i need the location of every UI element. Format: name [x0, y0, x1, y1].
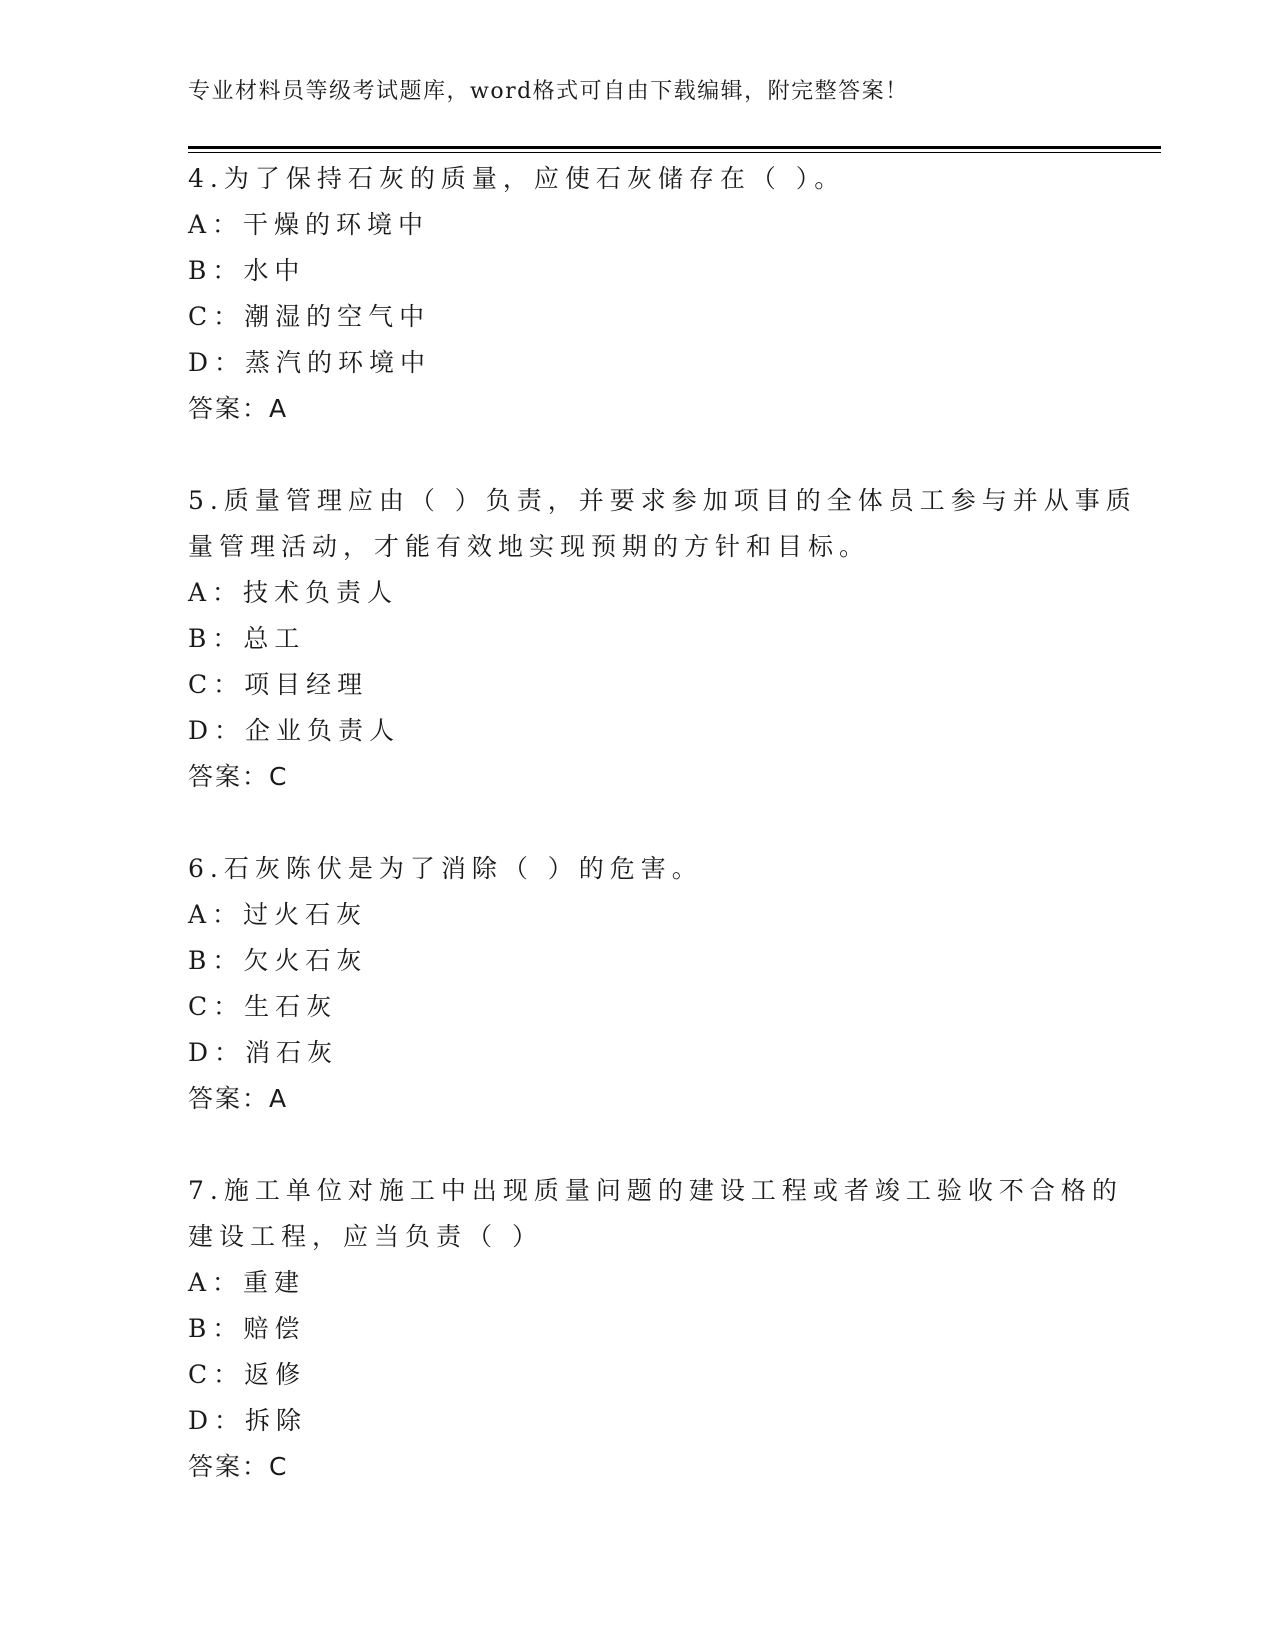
question-6 [188, 846, 1088, 1122]
option-b: B：赔偿 [188, 1314, 306, 1343]
option-b: B：总工 [188, 624, 306, 653]
question-stem [188, 1168, 1123, 1260]
document-header: 专业材料员等级考试题库，word格式可自由下载编辑，附完整答案！ [188, 79, 909, 104]
question-stem [188, 156, 1088, 202]
option-d: D：企业负责人 [188, 716, 401, 745]
spacer [188, 800, 1088, 846]
option-b: B：欠火石灰 [188, 946, 368, 975]
option-b: B：水中 [188, 256, 306, 285]
question-7 [188, 1168, 1123, 1490]
question-stem [188, 846, 1088, 892]
question-stem-line: 5.质量管理应由（ ）负责，并要求参加项目的全体员工参与并从事质 [188, 486, 1137, 515]
question-stem-line: 量管理活动，才能有效地实现预期的方针和目标。 [188, 532, 871, 561]
answer: 答案：A [188, 394, 289, 423]
question-4 [188, 156, 1088, 432]
option-d: D：消石灰 [188, 1038, 339, 1067]
question-5 [188, 478, 1137, 800]
option-a: A：过火石灰 [188, 900, 368, 929]
spacer [188, 1122, 1088, 1168]
question-stem-line: 建设工程，应当负责（ ） [188, 1222, 543, 1251]
option-c: C：项目经理 [188, 670, 369, 699]
answer: 答案：C [188, 762, 289, 791]
option-c: C：潮湿的空气中 [188, 302, 431, 331]
option-c: C：生石灰 [188, 992, 338, 1021]
option-a: A：技术负责人 [188, 578, 399, 607]
question-stem [188, 478, 1137, 570]
question-list [188, 156, 1137, 1490]
question-stem-line: 4.为了保持石灰的质量，应使石灰储存在（ ）。 [188, 164, 846, 193]
question-stem-line: 6.石灰陈伏是为了消除（ ）的危害。 [188, 854, 703, 883]
question-stem-line: 7.施工单位对施工中出现质量问题的建设工程或者竣工验收不合格的 [188, 1176, 1123, 1205]
answer: 答案：C [188, 1452, 289, 1481]
header-rule-thick [188, 146, 1161, 149]
spacer [188, 432, 1088, 478]
option-c: C：返修 [188, 1360, 307, 1389]
answer: 答案：A [188, 1084, 289, 1113]
option-d: D：蒸汽的环境中 [188, 348, 432, 377]
header-rule-thin [188, 152, 1161, 153]
option-a: A：干燥的环境中 [188, 210, 430, 239]
option-d: D：拆除 [188, 1406, 308, 1435]
option-a: A：重建 [188, 1268, 306, 1297]
